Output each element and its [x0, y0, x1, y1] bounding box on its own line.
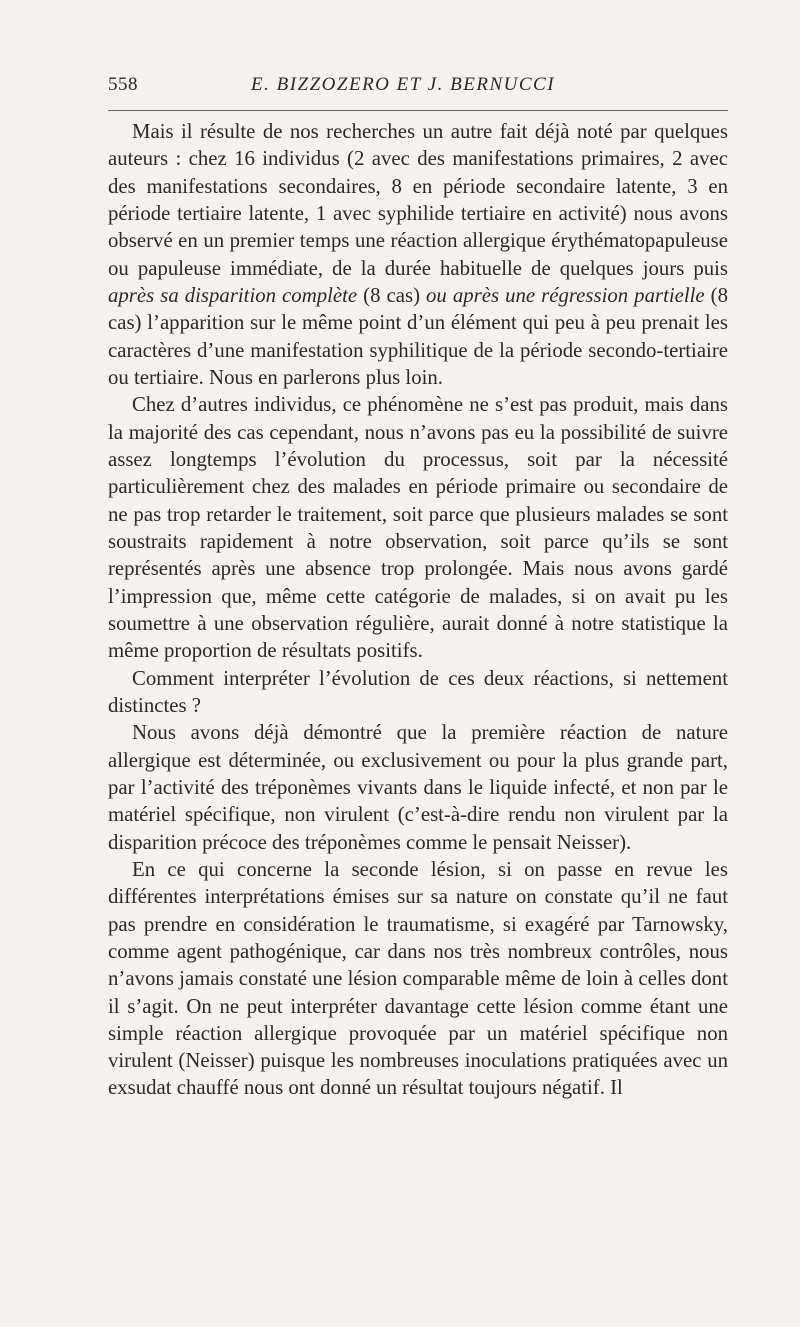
paragraph-1: [108, 118, 728, 391]
header-rule: [108, 110, 728, 111]
paragraph-1-emphasis-d: ou après une régression partielle: [426, 283, 705, 307]
paragraph-3: Comment interpréter l’évolution de ces deux réactions, si nettement distinctes ?: [108, 666, 728, 717]
paragraph-1-text-c: (8 cas): [357, 283, 427, 307]
page-header: [108, 72, 728, 102]
paragraph-4: Nous avons déjà démontré que la première réaction de nature allergique est déterminée, ou exclusivement ou pour la plus grande part, par l’activité des tréponèmes vivants dans le liquide infecté, et non par le matériel spécifique, non virulent (c’est-à-dire rendu non virulent par la disparition précoce des tréponèmes comme le pensait Neisser).: [108, 721, 728, 854]
paragraph-2: Chez d’autres individus, ce phénomène ne s’est pas produit, mais dans la majorité des cas cependant, nous n’avons pas eu la possibilité de suivre assez longtemps l’évolution du processus, soit par la nécessité particulièrement chez des malades en période primaire ou secondaire de ne pas trop retarder le traitement, soit parce que plusieurs malades se sont soustraits rapidement à notre observation, soit parce qu’ils se sont représentés après une absence trop prolongée. Mais nous avons gardé l’impression que, même cette catégorie de malades, si on avait pu les soumettre à une observation régulière, aurait donné à notre statistique la même proportion de résultats positifs.: [108, 393, 728, 663]
paragraph-1-emphasis-b: après sa disparition complète: [108, 283, 358, 307]
running-head: E. BIZZOZERO ET J. BERNUCCI: [251, 74, 556, 95]
page-number: 558: [108, 74, 138, 95]
paragraph-1-text-e: (8 cas) l’apparition sur le même point d’un élément qui peu à peu prenait les caractères d’une manifestation syphilitique de la période secondo-tertiaire ou tertiaire. Nous en parlerons plus loin.: [108, 283, 728, 389]
body-text: [108, 118, 728, 1102]
paragraph-1-text-a: Mais il résulte de nos recherches un autre fait déjà noté par quelques auteurs : chez 16 individus (2 avec des manifestations primaires, 2 avec des manifestations secondaires, 8 en période secondaire latente, 3 en période tertiaire latente, 1 avec syphilide tertiaire en activité) nous avons observé en un premier temps une réaction allergique érythématopapuleuse ou papuleuse immédiate, de la durée habituelle de quelques jours puis: [108, 120, 728, 280]
paragraph-5: En ce qui concerne la seconde lésion, si on passe en revue les différentes interprétations émises sur sa nature on constate qu’il ne faut pas prendre en considération le traumatisme, si exagéré par Tarnowsky, comme agent pathogénique, car dans nos très nombreux contrôles, nous n’avons jamais constaté une lésion comparable même de loin à celles dont il s’agit. On ne peut interpréter davantage cette lésion comme étant une simple réaction allergique provoquée par un matériel spécifique non virulent (Neisser) puisque les nombreuses inoculations pratiquées avec un exsudat chauffé nous ont donné un résultat toujours négatif. Il: [108, 857, 728, 1100]
